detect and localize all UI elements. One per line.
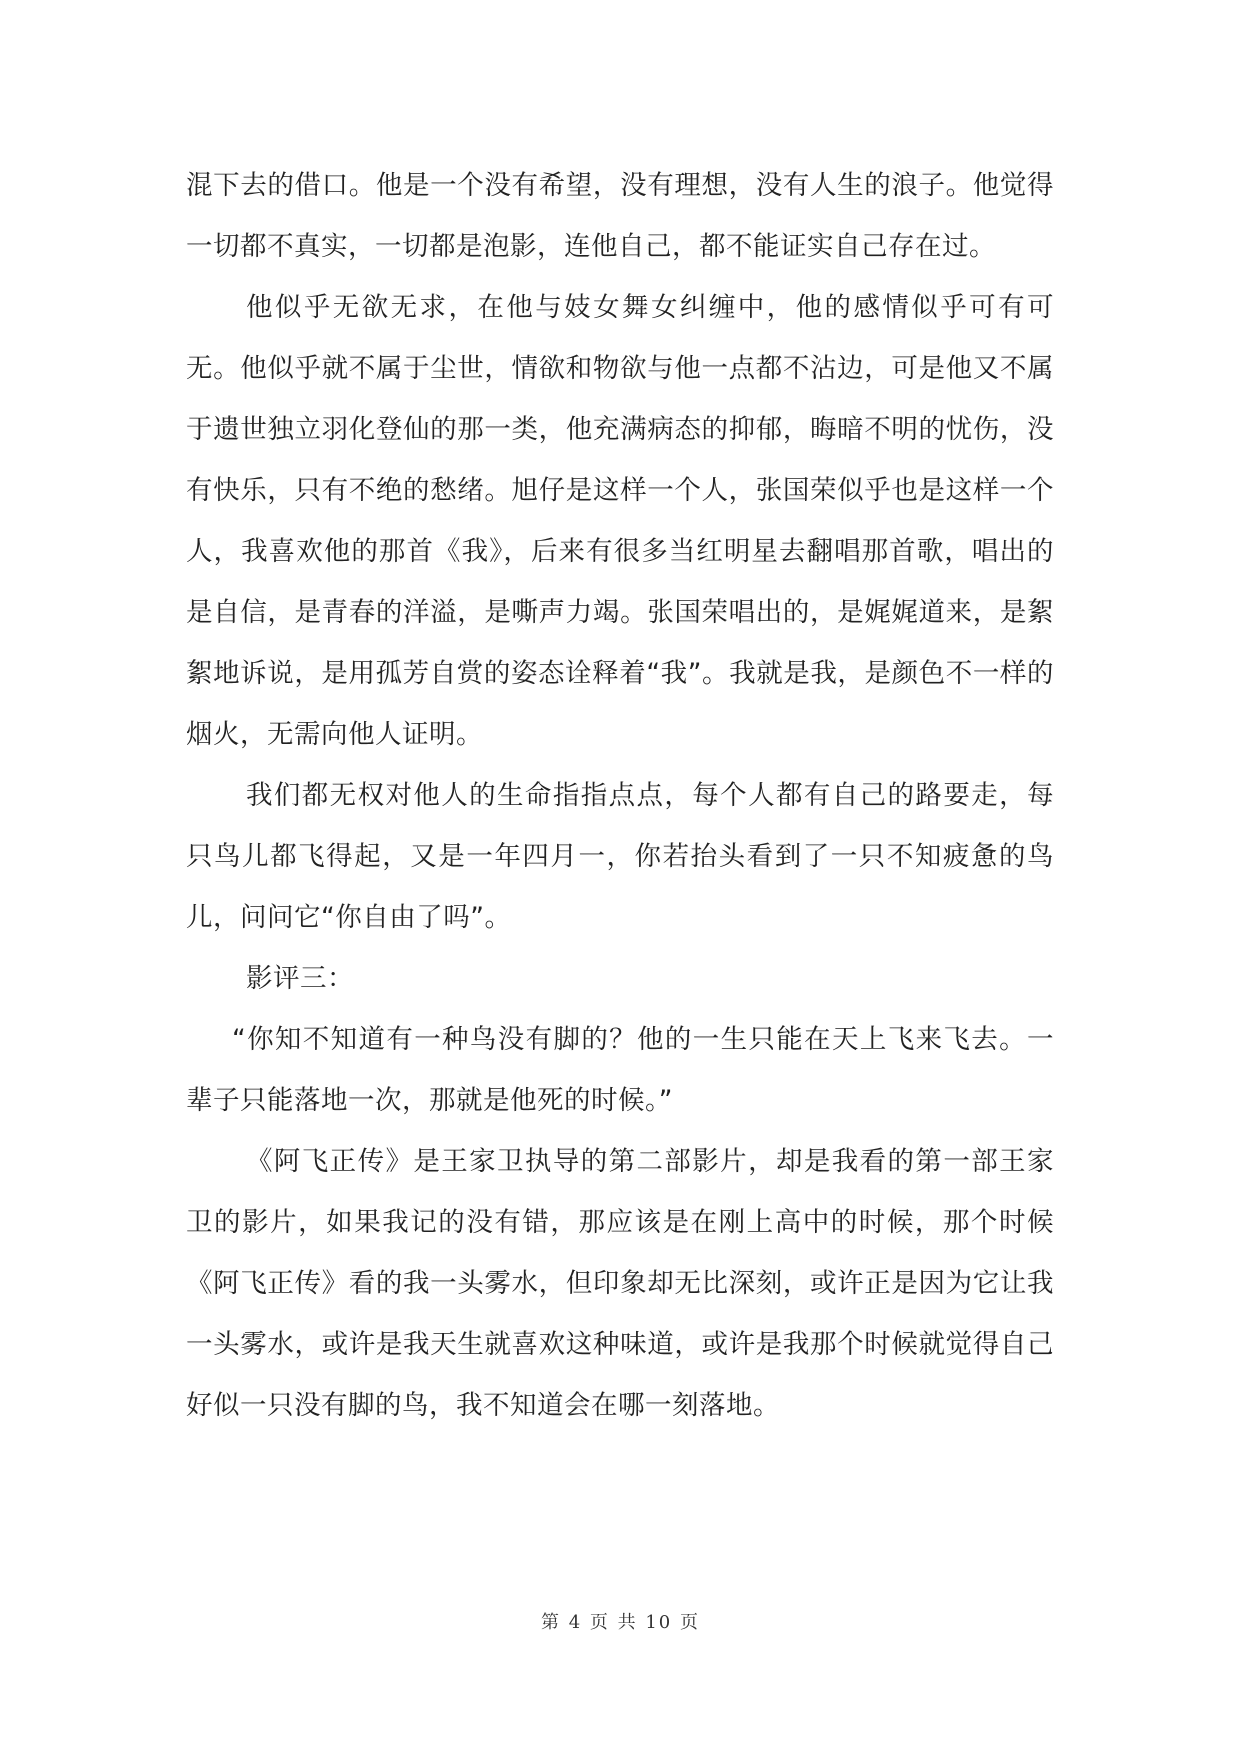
document-body — [186, 155, 1054, 1436]
paragraph-2: 他似乎无欲无求，在他与妓女舞女纠缠中，他的感情似乎可有可无。他似乎就不属于尘世，情欲和物欲与他一点都不沾边，可是他又不属于遗世独立羽化登仙的那一类，他充满病态的抑郁，晦暗不明的忧伤，没有快乐，只有不绝的愁绪。旭仔是这样一个人，张国荣似乎也是这样一个人，我喜欢他的那首《我》，后来有很多当红明星去翻唱那首歌，唱出的是自信，是青春的洋溢，是嘶声力竭。张国荣唱出的，是娓娓道来，是絮絮地诉说，是用孤芳自赏的姿态诠释着“我”。我就是我，是颜色不一样的烟火，无需向他人证明。 — [186, 292, 1054, 750]
paragraph-1: 混下去的借口。他是一个没有希望，没有理想，没有人生的浪子。他觉得一切都不真实，一切都是泡影，连他自己，都不能证实自己存在过。 — [186, 170, 1054, 262]
page-number: 第 4 页 共 10 页 — [541, 1612, 700, 1633]
paragraph-6: 《阿飞正传》是王家卫执导的第二部影片，却是我看的第一部王家卫的影片，如果我记的没有错，那应该是在刚上高中的时候，那个时候《阿飞正传》看的我一头雾水，但印象却无比深刻，或许正是因为它让我一头雾水，或许是我天生就喜欢这种味道，或许是我那个时候就觉得自己好似一只没有脚的鸟，我不知道会在哪一刻落地。 — [186, 1146, 1054, 1421]
paragraph-3: 我们都无权对他人的生命指指点点，每个人都有自己的路要走，每只鸟儿都飞得起，又是一年四月一，你若抬头看到了一只不知疲惫的鸟儿，问问它“你自由了吗”。 — [186, 780, 1054, 933]
quote-paragraph: “你知不知道有一种鸟没有脚的？他的一生只能在天上飞来飞去。一辈子只能落地一次，那就是他死的时候。” — [186, 1024, 1054, 1116]
section-heading: 影评三： — [246, 963, 354, 994]
